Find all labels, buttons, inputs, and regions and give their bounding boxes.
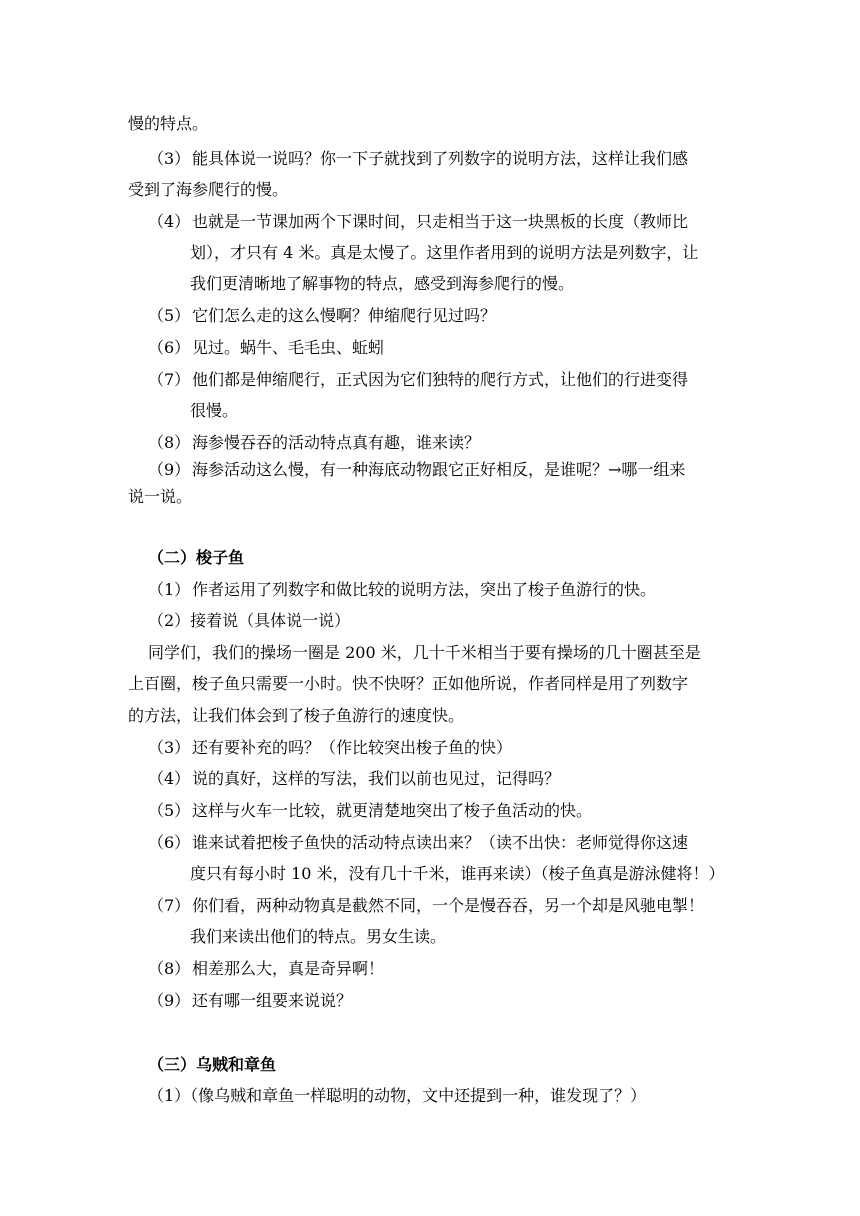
item-text: 它们怎么走的这么慢啊？伸缩爬行见过吗？	[192, 306, 497, 325]
item-text: （2）接着说（具体说一说）	[148, 611, 351, 630]
item-text: 还有哪一组要来说说？	[192, 991, 353, 1010]
paragraph-line	[190, 274, 574, 296]
list-item-6	[148, 338, 748, 360]
line-text: 同学们，我们的操场一圈是 200 米，几十千米相当于要有操场的几十圈甚至是	[148, 643, 701, 662]
line-text: 划），才只有 4 米。真是太慢了。这里作者用到的说明方法是列数字，让	[190, 243, 699, 262]
item-number: （5）	[148, 801, 191, 820]
list-item-7	[148, 896, 748, 918]
list-item-9	[148, 991, 748, 1013]
list-item-5	[148, 306, 748, 328]
line-text: 说一说。	[128, 487, 193, 506]
paragraph-line	[148, 643, 701, 665]
item-number: （7）	[148, 896, 191, 915]
paragraph-line	[128, 487, 192, 509]
item-text: 作者运用了列数字和做比较的说明方法，突出了梭子鱼游行的快。	[192, 580, 657, 599]
list-item-3	[148, 738, 748, 760]
paragraph-line	[190, 243, 698, 265]
item-number: （7）	[148, 370, 191, 389]
list-item-1	[148, 1086, 646, 1108]
list-item-8	[148, 433, 748, 455]
heading-text: （三）乌贼和章鱼	[148, 1055, 277, 1074]
line-text: 的方法，让我们体会到了梭子鱼游行的速度快。	[128, 706, 465, 725]
list-item-4	[148, 212, 748, 234]
line-text: 我们来读出他们的特点。男女生读。	[190, 927, 447, 946]
paragraph-line	[128, 114, 208, 136]
item-number: （8）	[148, 959, 191, 978]
item-number: （6）	[148, 833, 191, 852]
item-text: （1）（像乌贼和章鱼一样聪明的动物，文中还提到一种，谁发现了？）	[148, 1086, 647, 1105]
item-number: （3）	[148, 738, 191, 757]
line-text: 很慢。	[190, 401, 239, 420]
list-item-4	[148, 769, 748, 791]
item-number: （9）	[148, 991, 191, 1010]
item-number: （6）	[148, 338, 191, 357]
item-text: 相差那么大，真是奇异啊！	[192, 959, 385, 978]
item-number: （9）	[148, 460, 191, 479]
line-text: 度只有每小时 10 米，没有几十千米，谁再来读）（梭子鱼真是游泳健将！）	[190, 864, 725, 883]
line-text: 受到了海参爬行的慢。	[128, 180, 289, 199]
paragraph-line	[190, 864, 725, 886]
list-item-8	[148, 959, 748, 981]
item-number: （5）	[148, 306, 191, 325]
item-text: 海参活动这么慢，有一种海底动物跟它正好相反，是谁呢？→哪一组来	[192, 460, 686, 479]
item-text: 能具体说一说吗？你一下子就找到了列数字的说明方法，这样让我们感	[192, 149, 689, 168]
item-text: 他们都是伸缩爬行，正式因为它们独特的爬行方式，让他们的行进变得	[192, 370, 689, 389]
line-text: 上百圈，梭子鱼只需要一小时。快不快呀？正如他所说，作者同样是用了列数字	[128, 674, 689, 693]
line-text: 慢的特点。	[128, 114, 209, 133]
list-item-7	[148, 370, 748, 392]
item-text: 说的真好，这样的写法，我们以前也见过，记得吗？	[192, 769, 561, 788]
paragraph-line	[128, 180, 288, 202]
item-text: 也就是一节课加两个下课时间，只走相当于这一块黑板的长度（教师比	[192, 212, 689, 231]
list-item-3	[148, 149, 748, 171]
item-text: 这样与火车一比较，就更清楚地突出了梭子鱼活动的快。	[192, 801, 593, 820]
heading-text: （二）梭子鱼	[148, 548, 245, 567]
list-item-9	[148, 460, 748, 482]
section-heading-3	[148, 1055, 276, 1077]
paragraph-line	[128, 674, 688, 696]
list-item-5	[148, 801, 748, 823]
paragraph-line	[128, 706, 464, 728]
list-item-1	[148, 580, 748, 602]
item-number: （8）	[148, 433, 191, 452]
item-number: （4）	[148, 212, 191, 231]
item-text: 见过。蜗牛、毛毛虫、蚯蚓	[192, 338, 385, 357]
item-number: （1）	[148, 580, 191, 599]
list-item-2	[148, 611, 350, 633]
paragraph-line	[190, 927, 446, 949]
item-text: 你们看，两种动物真是截然不同，一个是慢吞吞，另一个却是风驰电掣！	[192, 896, 705, 915]
line-text: 我们更清晰地了解事物的特点，感受到海参爬行的慢。	[190, 274, 575, 293]
section-heading-2	[148, 548, 244, 570]
item-text: 海参慢吞吞的活动特点真有趣，谁来读？	[192, 433, 481, 452]
paragraph-line	[190, 401, 238, 423]
item-number: （3）	[148, 149, 191, 168]
item-number: （4）	[148, 769, 191, 788]
item-text: 还有要补充的吗？（作比较突出梭子鱼的快）	[192, 738, 513, 757]
item-text: 谁来试着把梭子鱼快的活动特点读出来？（读不出快：老师觉得你这速	[192, 833, 689, 852]
list-item-6	[148, 833, 748, 855]
